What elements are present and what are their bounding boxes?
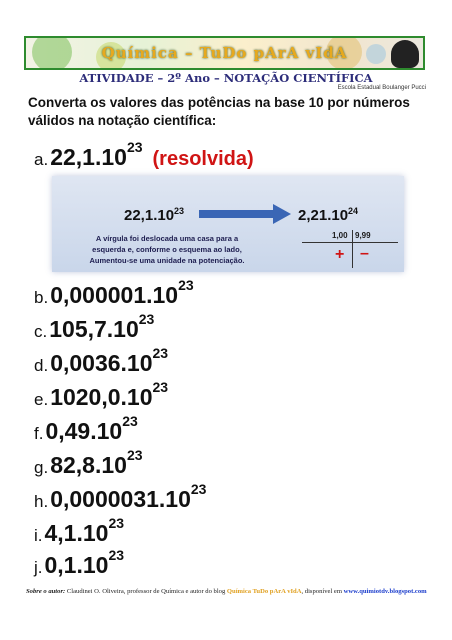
banner-title: Química – TuDo pArA vIdA (101, 44, 348, 62)
plus-sign: + (335, 246, 345, 263)
school-name: Escola Estadual Boulanger Pucci (337, 85, 426, 91)
list-item-h: h. 0,0000031.10$^{23}$ (34, 481, 207, 512)
scheme-right-value: 9,99 (355, 231, 371, 240)
list-item-i: i. 4,1.10$^{23}$ (34, 515, 125, 546)
scheme-left-value: 1,00 (332, 231, 348, 240)
worked-example-box (52, 176, 404, 272)
header-banner (24, 36, 425, 70)
sign-scheme (302, 230, 398, 268)
list-item-g: g. 82,8.10$^{23}$ (34, 447, 143, 478)
footer-label: Sobre o autor: (26, 588, 66, 595)
right-arrow-icon (199, 204, 291, 224)
footer-blog-name: Química TuDo pArA vIdA (226, 588, 302, 595)
example-explanation: A vírgula foi deslocada uma casa para a esquerda e, conforme o esquema ao lado, Aumentou-se uma unidade na potenciação. (89, 234, 245, 265)
minus-sign: – (360, 245, 369, 262)
example-converted-value: 2,21.10$^{24}$ (298, 206, 359, 224)
list-item-b: b. 0,000001.10$^{23}$ (34, 277, 194, 308)
list-item-j: j. 0,1.10$^{23}$ (34, 547, 125, 578)
example-original-value: 22,1.10$^{23}$ (124, 206, 185, 224)
list-item-e: e. 1020,0.10$^{23}$ (34, 379, 169, 410)
activity-title: ATIVIDADE – 2º Ano – NOTAÇÃO CIENTÍFICA (79, 71, 373, 85)
footer-author-note (26, 588, 446, 595)
item-expression: 22,1.10$^{23}$ (50, 139, 143, 170)
list-item-d: d. 0,0036.10$^{23}$ (34, 345, 169, 376)
list-item-c: c. 105,7.10$^{23}$ (34, 311, 155, 342)
resolved-note: (resolvida) (152, 148, 254, 170)
thinker-silhouette-icon (391, 40, 419, 68)
list-item-f: f. 0,49.10$^{23}$ (34, 413, 138, 444)
instruction-text: Converta os valores das potências na base 10 por números válidos na notação científica: (28, 95, 410, 128)
list-item-a (34, 139, 254, 171)
footer-blog-link[interactable]: www.quimiotdv.blogspot.com (343, 588, 427, 595)
footer-text-2: , disponível em (301, 588, 342, 595)
footer-text: Claudinei O. Oliveira, professor de Química e autor do blog (66, 588, 226, 595)
item-letter: a. (34, 150, 49, 169)
